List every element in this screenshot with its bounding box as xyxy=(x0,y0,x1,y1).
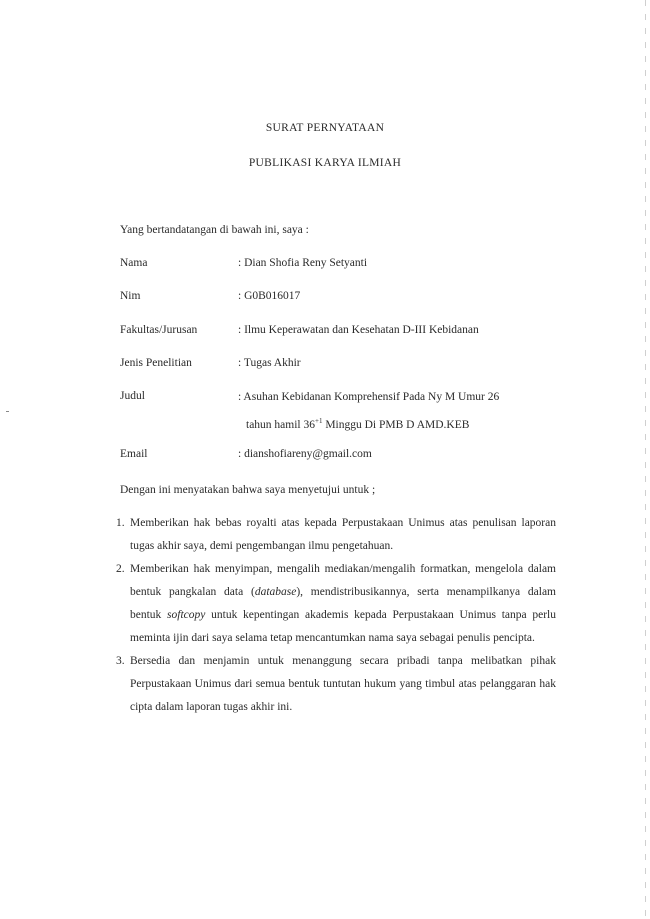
judul-line-1: : Asuhan Kebidanan Komprehensif Pada Ny M Umur 26 xyxy=(238,391,500,403)
judul-part-b: Minggu Di PMB D AMD.KEB xyxy=(322,418,470,431)
field-label: Email xyxy=(120,448,148,460)
field-value: : G0B016017 xyxy=(238,290,301,302)
judul-superscript: +1 xyxy=(315,417,323,425)
list-number: 3. xyxy=(116,655,125,667)
field-label: Nim xyxy=(120,290,141,302)
title-line-1: SURAT PERNYATAAN xyxy=(265,122,385,134)
list-text-italic: softcopy xyxy=(167,609,206,621)
list-text: Memberikan hak bebas royalti atas kepada Perpustakaan Unimus atas penulisan laporan tugas akhir saya, demi pengembangan ilmu pengetahuan. xyxy=(130,517,556,552)
field-value: : Tugas Akhir xyxy=(238,357,301,369)
list-number: 2. xyxy=(116,563,125,575)
list-item xyxy=(104,558,556,650)
list-text-part: ), mendistribusikannya, serta menampilkanya dalam bentuk xyxy=(130,586,557,621)
list-text-part: Memberikan hak menyimpan, mengalih mediakan/mengalih formatkan, mengelola dalam bentuk pangkalan data ( xyxy=(130,563,556,598)
list-text-italic: database xyxy=(254,586,297,598)
title-line-2: PUBLIKASI KARYA ILMIAH xyxy=(248,157,402,169)
field-value: : Ilmu Keperawatan dan Kesehatan D-III Kebidanan xyxy=(238,324,479,336)
declaration-text: Dengan ini menyatakan bahwa saya menyetujui untuk ; xyxy=(120,484,376,496)
agreement-list xyxy=(104,512,556,719)
field-label: Fakultas/Jurusan xyxy=(120,324,198,336)
scan-mark xyxy=(6,411,9,412)
field-label: Judul xyxy=(120,390,145,402)
field-label: Jenis Penelitian xyxy=(120,357,192,369)
list-number: 1. xyxy=(116,517,125,529)
field-value: : dianshofiareny@gmail.com xyxy=(238,448,372,460)
list-item xyxy=(104,512,556,558)
field-label: Nama xyxy=(120,257,148,269)
judul-part-a: tahun hamil 36 xyxy=(246,418,315,431)
intro-text: Yang bertandatangan di bawah ini, saya : xyxy=(120,224,309,236)
judul-line-2 xyxy=(238,419,469,431)
list-text: Bersedia dan menjamin untuk menanggung secara pribadi tanpa melibatkan pihak Perpustakaan Unimus dari semua bentuk tuntutan hukum yang timbul atas pelanggaran hak cipta dalam laporan tugas akhir ini. xyxy=(130,655,556,713)
list-text-part: untuk kepentingan akademis kepada Perpustakaan Unimus tanpa perlu meminta ijin dari saya selama tetap mencantumkan nama saya sebagai penulis pencipta. xyxy=(130,609,556,644)
field-value xyxy=(238,385,558,437)
list-text xyxy=(130,563,556,644)
scan-edge xyxy=(645,0,646,919)
field-value: : Dian Shofia Reny Setyanti xyxy=(238,257,368,269)
list-item xyxy=(104,650,556,719)
